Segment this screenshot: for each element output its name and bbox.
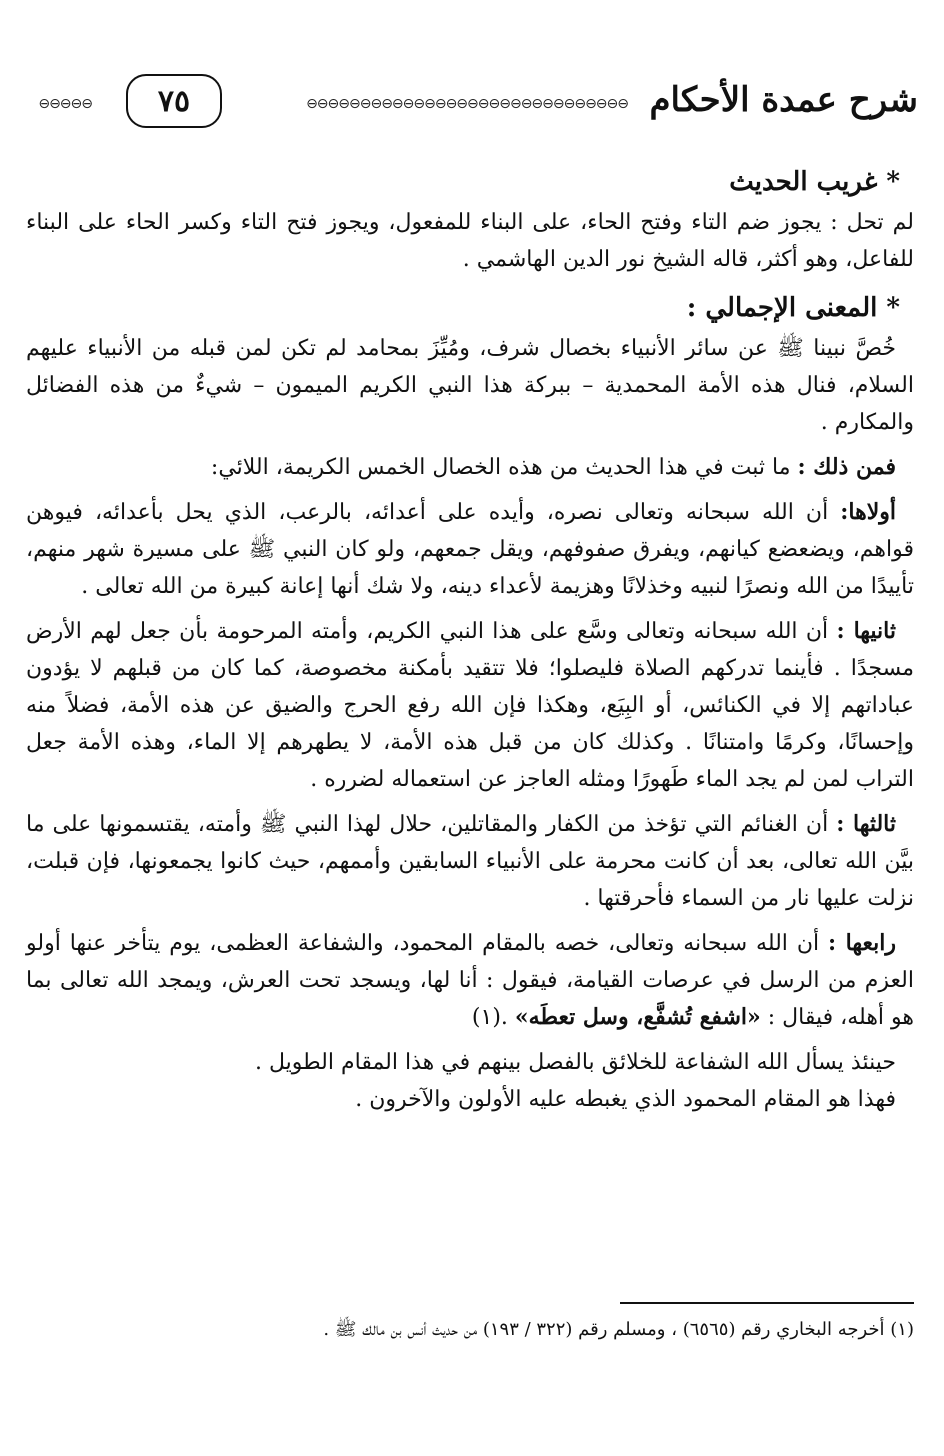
paragraph-second: [26, 613, 914, 798]
section-heading-ijmali: * المعنى الإجمالي :: [686, 293, 900, 323]
footnote: (١) أخرجه البخاري رقم (٦٥٦٥) ، ومسلم رقم (٣٢٢ / ١٩٣) من حديث أنس بن مالك ﷺ .: [323, 1319, 914, 1340]
paragraph-ijmali: خُصَّ نبينا ﷺ عن سائر الأنبياء بخصال شرف، ومُيِّزَ بمحامد لم تكن لمن قبله من الأنبياء عليهم السلام، فنال هذه الأمة المحمدية – ببركة هذا النبي الكريم الميمون – شيءٌ من هذه الفضائل والمكارم .: [26, 336, 914, 435]
header-ornament-short: ⊖⊖⊖⊖⊖: [38, 96, 92, 112]
first-lead: أولاها:: [840, 499, 896, 525]
second-lead: ثانيها :: [836, 618, 897, 644]
fourth-quote: «اشفع تُشفَّع، وسل تعطَه»: [514, 1004, 761, 1030]
paragraph-third: [26, 806, 914, 917]
header-ornament-long: ⊖⊖⊖⊖⊖⊖⊖⊖⊖⊖⊖⊖⊖⊖⊖⊖⊖⊖⊖⊖⊖⊖⊖⊖⊖⊖⊖⊖⊖⊖: [306, 96, 628, 112]
fourth-lead: رابعها :: [828, 930, 896, 956]
footnote-divider: [620, 1302, 914, 1304]
third-lead: ثالثها :: [836, 811, 897, 837]
paragraph-gharib: لم تحل : يجوز ضم التاء وفتح الحاء، على البناء للمفعول، ويجوز فتح التاء وكسر الحاء على البناء للفاعل، وهو أكثر، قاله الشيخ نور الدين الهاشمي .: [26, 210, 914, 272]
page-body: [26, 160, 914, 1118]
paragraph-first: [26, 494, 914, 605]
third-text: أن الغنائم التي تؤخذ من الكفار والمقاتلين، حلال لهذا النبي ﷺ وأمته، يقتسمونها على ما بيَّن الله تعالى، بعد أن كانت محرمة على الأنبياء السابقين وأممهم، حيث كانوا يجمعونها، فإن قبلت، نزلت عليها نار من السماء فأحرقتها .: [26, 812, 914, 911]
paragraph-fourth: [26, 925, 914, 1036]
footnote-reference: .(١): [471, 1005, 508, 1030]
fourth-text: أن الله سبحانه وتعالى، خصه بالمقام المحمود، والشفاعة العظمى، يوم يتأخر عنها أولو العزم من الرسل في عرصات القيامة، فيقول : أنا لها، ويسجد تحت العرش، ويمجد الله تعالى بما هو أهله، فيقال :: [26, 931, 914, 1030]
first-text: أن الله سبحانه وتعالى نصره، وأيده على أعدائه، بالرعب، الذي يحل بأعدائه، فيوهن قواهم، ويضعضع كيانهم، ويفرق صفوفهم، ويقل جمعهم، ولو كان النبي ﷺ على مسيرة شهر منهم، تأييدًا من الله ونصرًا لنبيه وخذلانًا وهزيمة لأعداء دينه، ولا شك أنها إعانة كبيرة من الله تعالى .: [26, 500, 914, 599]
paragraph-closing-2: فهذا هو المقام المحمود الذي يغبطه عليه الأولون والآخرون .: [355, 1087, 896, 1112]
running-title: شرح عمدة الأحكام: [649, 80, 918, 120]
paragraph-closing-1: حينئذ يسأل الله الشفاعة للخلائق بالفصل بينهم في هذا المقام الطويل .: [255, 1050, 896, 1075]
page-number: ٧٥: [126, 74, 222, 128]
intro-text: ما ثبت في هذا الحديث من هذه الخصال الخمس الكريمة، اللائي:: [210, 455, 791, 480]
page-header: [30, 74, 918, 134]
second-text: أن الله سبحانه وتعالى وسَّع على هذا النبي الكريم، وأمته المرحومة بأن جعل لهم الأرض مسجدًا . فأينما تدركهم الصلاة فليصلوا؛ فلا تتقيد بأمكنة مخصوصة، كما كان من قبلهم لا يؤدون عباداتهم إلا في الكنائس، أو البِيَع، وهكذا فإن الله رفع الحرج والضيق عن هذه الأمة، فضلاً منه وإحسانًا، وكرمًا وامتنانًا . وكذلك كان من قبل هذه الأمة، لا يطهرهم إلا الماء، وهذه الأمة جعل التراب لمن لم يجد الماء طَهورًا ومثله العاجز عن استعماله لضرره .: [26, 619, 914, 792]
section-heading-gharib: * غريب الحديث: [729, 167, 900, 197]
intro-lead: فمن ذلك :: [797, 454, 896, 480]
paragraph-intro: [26, 449, 914, 486]
